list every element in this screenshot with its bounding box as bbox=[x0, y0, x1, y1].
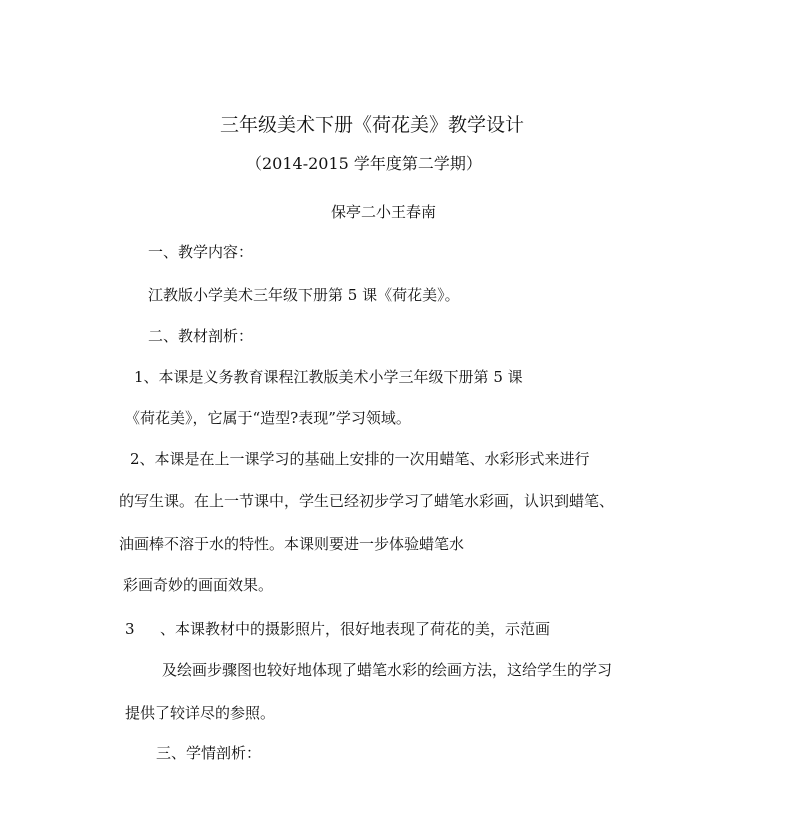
paragraph-line: 、本课教材中的摄影照片，很好地表现了荷花的美，示范画 bbox=[160, 620, 551, 638]
paragraph-line: 提供了较详尽的参照。 bbox=[125, 704, 276, 722]
paragraph-line: 的写生课。在上一节课中，学生已经初步学习了蜡笔水彩画，认识到蜡笔、 bbox=[119, 492, 615, 510]
paragraph-line: 彩画奇妙的画面效果。 bbox=[123, 576, 274, 594]
list-number: 3 bbox=[125, 620, 135, 638]
document-subtitle: （2014-2015 学年度第二学期） bbox=[246, 154, 482, 173]
section-heading-student-analysis: 三、学情剖析： bbox=[156, 744, 262, 762]
document-author: 保亭二小王春南 bbox=[331, 203, 437, 221]
paragraph-line: 江教版小学美术三年级下册第 5 课《荷花美》。 bbox=[148, 286, 460, 304]
document-title: 三年级美术下册《荷花美》教学设计 bbox=[220, 114, 525, 136]
paragraph-line: 油画棒不溶于水的特性。本课则要进一步体验蜡笔水 bbox=[119, 535, 465, 553]
section-heading-teaching-content: 一、教学内容： bbox=[148, 243, 254, 261]
paragraph-line: 1、本课是义务教育课程江教版美术小学三年级下册第 5 课 bbox=[134, 368, 523, 386]
paragraph-line: 2、本课是在上一课学习的基础上安排的一次用蜡笔、水彩形式来进行 bbox=[130, 450, 590, 468]
paragraph-line: 《荷花美》，它属于“造型?表现”学习领域。 bbox=[125, 409, 411, 427]
section-heading-material-analysis: 二、教材剖析： bbox=[148, 327, 254, 345]
paragraph-line: 及绘画步骤图也较好地体现了蜡笔水彩的绘画方法，这给学生的学习 bbox=[162, 661, 613, 679]
